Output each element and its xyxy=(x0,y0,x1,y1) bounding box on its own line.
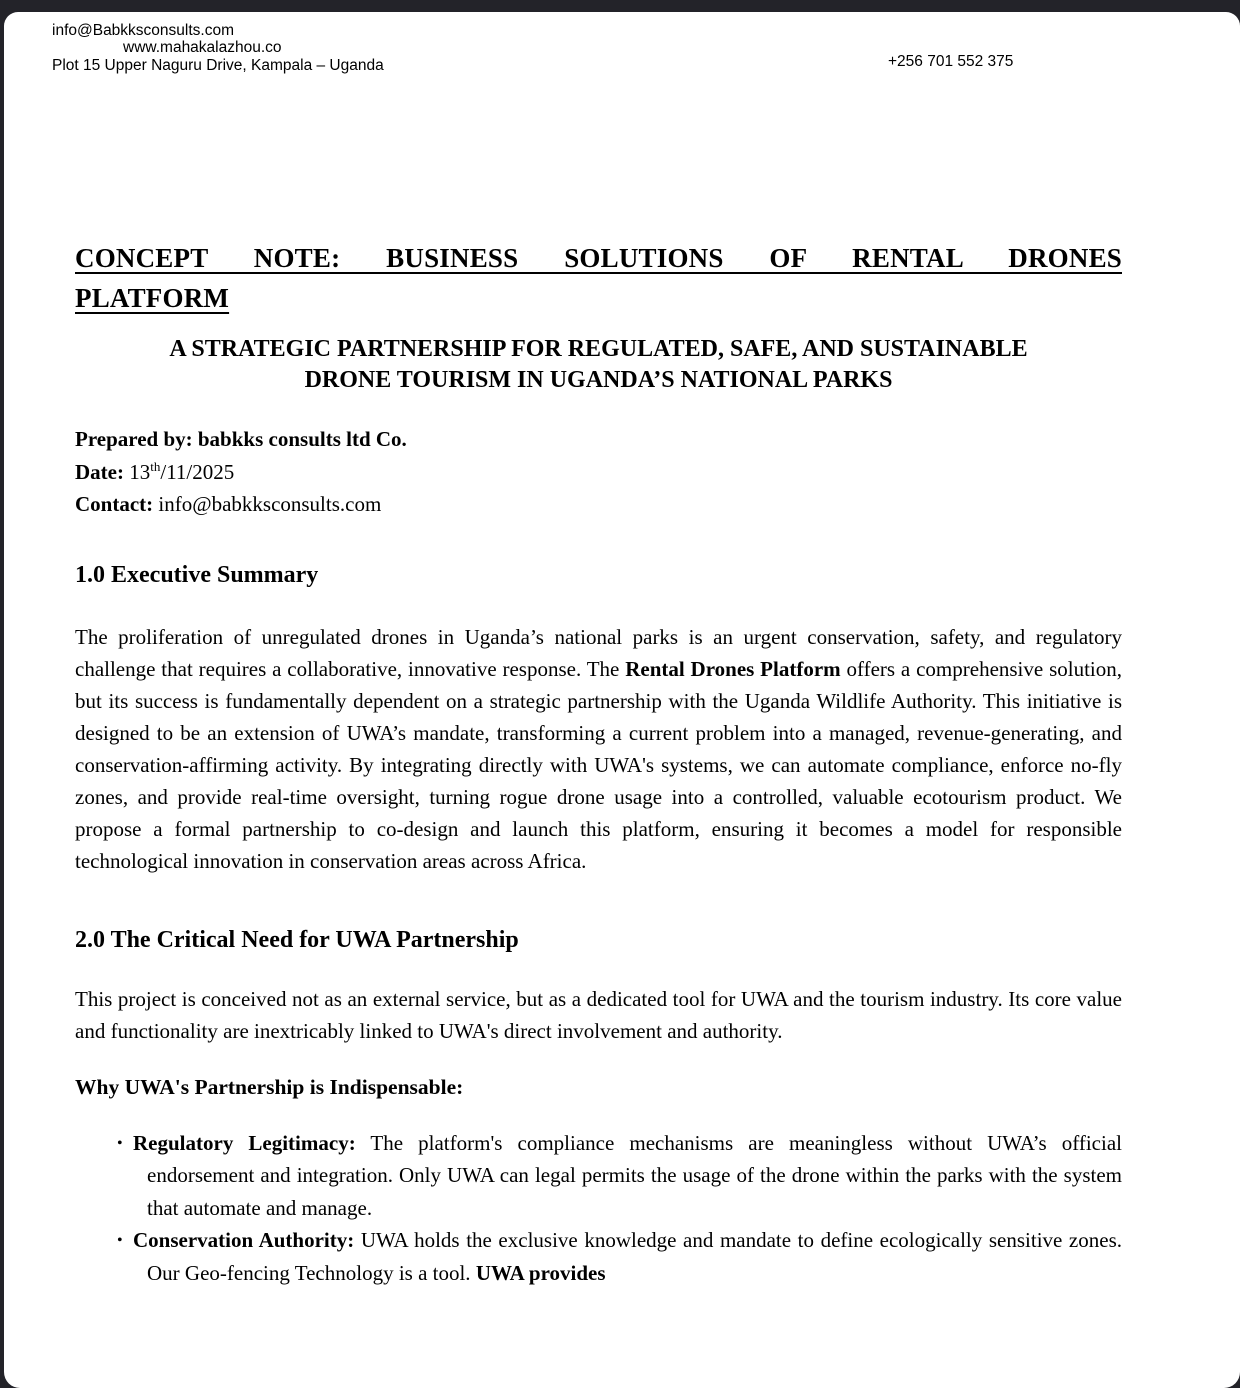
bullet-conservation-authority: • Conservation Authority: UWA holds the exclusive knowledge and mandate to define ecologically sensitive zones. Our Geo-fencing Technology is a tool. UWA provides xyxy=(75,1224,1122,1289)
document-subtitle-line2: DRONE TOURISM IN UGANDA’S NATIONAL PARKS xyxy=(304,367,893,393)
document-title-line2: PLATFORM xyxy=(75,283,230,313)
subheading-why-partnership: Why UWA's Partnership is Indispensable: xyxy=(75,1074,464,1099)
document-title-line1: CONCEPT NOTE: BUSINESS SOLUTIONS OF RENTAL DRONES xyxy=(75,243,1122,273)
letterhead-address: Plot 15 Upper Naguru Drive, Kampala – Uganda xyxy=(52,57,384,74)
date-line: Date: 13th/11/2025 xyxy=(75,458,235,484)
contact-line: Contact: info@babkksconsults.com xyxy=(75,492,382,516)
prepared-by-line: Prepared by: babkks consults ltd Co. xyxy=(75,427,407,451)
executive-summary-paragraph: The proliferation of unregulated drones in Uganda’s national parks is an urgent conservation, safety, and regulatory challenge that requires a collaborative, innovative response. The Rental Drones Platform offers a comprehensive solution, but its success is fundamentally dependent on a strategic partnership with the Uganda Wildlife Authority. This initiative is designed to be an extension of UWA’s mandate, transforming a current problem into a managed, revenue-generating, and conservation-affirming activity. By integrating directly with UWA's systems, we can automate compliance, enforce no-fly zones, and provide real-time oversight, turning rogue drone usage into a controlled, valuable ecotourism product. We propose a formal partnership to co-design and launch this platform, ensuring it becomes a model for responsible technological innovation in conservation areas across Africa. xyxy=(75,624,1122,873)
letterhead-website: www.mahakalazhou.co xyxy=(123,39,282,56)
document-meta xyxy=(75,423,1122,521)
document-subtitle xyxy=(109,334,1089,396)
section-2-heading: 2.0 The Critical Need for UWA Partnership xyxy=(75,926,519,953)
section-1-heading: 1.0 Executive Summary xyxy=(75,561,319,588)
document-page[interactable] xyxy=(4,12,1240,1388)
document-subtitle-line1: A STRATEGIC PARTNERSHIP FOR REGULATED, SAFE, AND SUSTAINABLE xyxy=(169,336,1028,362)
document-title xyxy=(75,238,1122,318)
letterhead-phone: +256 701 552 375 xyxy=(888,53,1014,70)
indispensable-bullet-list xyxy=(75,1127,1122,1290)
critical-need-paragraph: This project is conceived not as an external service, but as a dedicated tool for UWA and the tourism industry. Its core value and functionality are inextricably linked to UWA's direct involvement and authority. xyxy=(75,986,1122,1043)
letterhead-email: info@Babkksconsults.com xyxy=(52,22,235,39)
bullet-regulatory-legitimacy: • Regulatory Legitimacy: The platform's compliance mechanisms are meaningless without UWA’s official endorsement and integration. Only UWA can legal permits the usage of the drone within the parks with the system that automate and manage. xyxy=(75,1127,1122,1225)
document-body xyxy=(75,12,1122,1289)
